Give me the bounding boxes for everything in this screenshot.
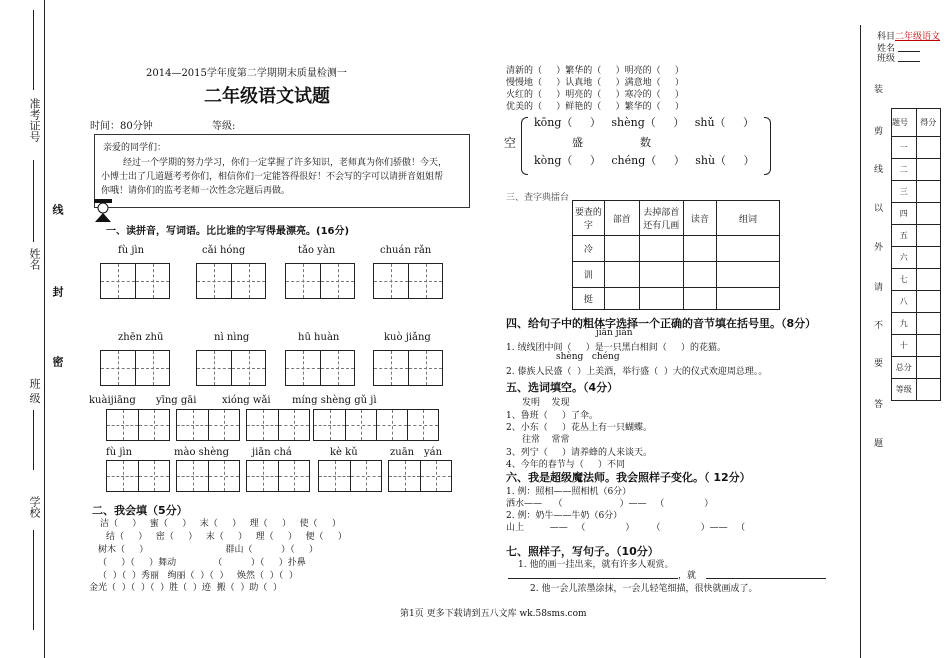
score-cell[interactable] (916, 313, 941, 335)
table-header: 读音 (683, 201, 716, 236)
writing-grid[interactable] (246, 460, 310, 492)
question: 2、小东（ ）花丛上有一只蝴蝶。 (506, 423, 653, 433)
answer-cell[interactable] (717, 236, 780, 262)
question: 3、列宁（ ）请养蜂的人来谈天。 (506, 448, 653, 458)
answer-cell[interactable] (639, 288, 683, 310)
fill-line: （ ）（ ）秀丽 绚丽（ ）（ ） 焕然（ ）（ ） (98, 571, 298, 581)
writing-grid[interactable] (285, 263, 355, 299)
time-label: 时间：80分钟 (90, 121, 153, 132)
answer-cell[interactable] (683, 288, 716, 310)
poly-top: kōng（ ） shèng（ ） shǔ（ ） (534, 116, 755, 129)
vertical-char: 以 (874, 204, 884, 214)
table-header: 去掉部首还有几画 (639, 201, 683, 236)
grade-label: 等级: (212, 121, 236, 132)
antonym-line: 火红的（ ）明亮的（ ）寒冷的（ ） (506, 90, 684, 100)
greeting-line: 亲爱的同学们： (103, 143, 167, 153)
admission-no-underline (33, 10, 34, 90)
score-row-label: 总分 (892, 357, 917, 379)
answer-cell[interactable] (639, 236, 683, 262)
fill-line: 结（ ） 密（ ） 末（ ） 理（ ） 便（ ） (106, 532, 347, 542)
word-pair: 往常 常常 (522, 435, 570, 445)
pinyin: tǎo yàn (298, 245, 336, 256)
greeting-line: 小博士出了几道题考考你们，相信你们一定能答得很好！不会写的字可以请拼音姐姐帮 (101, 172, 444, 182)
score-row-label: 二 (892, 159, 917, 181)
name-underline (33, 160, 34, 242)
pinyin: xióng wǎi (222, 395, 271, 406)
vertical-char: 要 (874, 359, 884, 369)
greeting-box (94, 134, 470, 208)
writing-grid[interactable] (285, 350, 355, 386)
vertical-char: 外 (874, 243, 884, 253)
dictionary-table (572, 200, 780, 310)
score-row-label: 八 (892, 291, 917, 313)
section1-title: 一、读拼音，写词语。比比谁的字写得最漂亮。(16分) (106, 226, 350, 237)
question: 1、鲁班（ ）了伞。 (506, 411, 599, 421)
name-label: 姓名 (28, 248, 41, 270)
answer-cell[interactable] (604, 262, 639, 288)
fill-line: 金光（ ）（ ）（ ）胜（ ）迹 搬（ ）助（ ） (89, 583, 283, 593)
score-header: 得分 (916, 109, 941, 137)
table-header: 部首 (604, 201, 639, 236)
score-cell[interactable] (916, 269, 941, 291)
score-row-label: 四 (892, 203, 917, 225)
poly-char: 数 (640, 136, 651, 149)
score-name-label: 姓名 (877, 44, 896, 54)
exam-name: 2014—2015学年度第二学期期末质量检测一 (146, 68, 347, 79)
score-cell[interactable] (916, 203, 941, 225)
writing-grid[interactable] (196, 263, 266, 299)
question: 1. 他的画一挂出来，就有许多人观赏。 (518, 560, 674, 570)
page-footer: 第1页 更多下载请到五八文库 wk.58sms.com (400, 609, 587, 619)
section4-title: 四、给句子中的粗体字选择一个正确的音节填在括号里。（8分） (506, 317, 817, 330)
fill-line: 树木（ ） 群山（ ）（ ） (98, 545, 318, 555)
score-row-label: 三 (892, 181, 917, 203)
antonym-line: 慢慢地（ ）认真地（ ）满意地（ ） (506, 78, 684, 88)
name-blank[interactable] (898, 51, 920, 52)
score-cell[interactable] (916, 247, 941, 269)
right-brace (764, 117, 771, 175)
score-header: 题号 (892, 109, 917, 137)
writing-grid[interactable] (100, 350, 170, 386)
poly-char: 盛 (572, 136, 583, 149)
question: 山上 —— （ ） （ ）—— （ (506, 523, 746, 533)
question: 洒水—— （ ）—— （ ） (506, 499, 714, 509)
fill-line: （ ）（ ）舞动 （ ）（ ）扑鼻 (98, 558, 306, 568)
vertical-char: 线 (874, 165, 884, 175)
writing-grid[interactable] (106, 409, 170, 441)
vertical-char: 剪 (874, 127, 884, 137)
question: 2. 傣族人民盛（ ）上美酒，举行盛（ ）大的仪式欢迎周总理。。 (506, 367, 768, 377)
pinyin: hū huàn (298, 332, 340, 343)
score-cell[interactable] (916, 181, 941, 203)
table-cell-char: 冷 (573, 236, 605, 262)
school-label: 学校 (28, 496, 41, 518)
writing-grid[interactable] (196, 350, 266, 386)
writing-grid[interactable] (106, 460, 170, 492)
question: 2. 他一会儿浓墨涂抹，一会儿轻笔细描，很快就画成了。 (530, 584, 758, 594)
pinyin: kè kǔ (330, 447, 358, 458)
score-row-label: 七 (892, 269, 917, 291)
writing-grid[interactable] (246, 409, 310, 441)
answer-cell[interactable] (683, 262, 716, 288)
doctor-icon (92, 196, 114, 222)
vertical-char: 请 (874, 283, 884, 293)
writing-grid[interactable] (318, 460, 382, 492)
score-cell[interactable] (916, 137, 941, 159)
score-row-label: 六 (892, 247, 917, 269)
table-cell-char: 训 (573, 262, 605, 288)
answer-cell[interactable] (604, 288, 639, 310)
subject-label: 科目 (877, 32, 896, 42)
score-table (891, 108, 941, 401)
table-cell-char: 挺 (573, 288, 605, 310)
score-row-label: 九 (892, 313, 917, 335)
pinyin: yán (424, 447, 443, 458)
mark-seal: 封 (51, 286, 64, 297)
table-header: 要查的字 (573, 201, 605, 236)
class-underline (33, 410, 34, 470)
section7-title: 七、照样子，写句子。（10分） (506, 545, 659, 558)
subject-value: 二年级语文 (895, 32, 941, 42)
page-title: 二年级语文试题 (204, 86, 330, 107)
question: 1. 绒线团中间（ ）是一只黑白相间（ ）的花猫。 (506, 343, 727, 353)
class-label: 班 级 (28, 378, 41, 404)
binding-line (44, 0, 45, 658)
section5-title: 五、选词填空。（4分） (506, 381, 619, 394)
score-class-label: 班级 (877, 54, 896, 64)
pinyin: yīng gāi (156, 395, 197, 406)
pinyin: jiān chá (252, 447, 292, 458)
pinyin: mào shèng (174, 447, 229, 458)
answer-cell[interactable] (639, 262, 683, 288)
mark-line: 线 (51, 204, 64, 215)
antonym-line: 清新的（ ）繁华的（ ）明亮的（ ） (506, 66, 684, 76)
left-brace (521, 117, 528, 175)
pinyin: cǎi hóng (202, 245, 246, 256)
pinyin-hint: shèng chéng (556, 352, 620, 362)
vertical-char: 装 (874, 85, 884, 95)
pinyin: fù jìn (118, 245, 145, 256)
score-strip-border (860, 25, 861, 658)
writing-grid[interactable] (388, 460, 452, 492)
writing-grid[interactable] (373, 263, 443, 299)
greeting-line: 你哦！请你们的监考老师一次性念完题后再做。 (101, 186, 291, 196)
table-header: 组词 (717, 201, 780, 236)
writing-grid[interactable] (100, 263, 170, 299)
pinyin: kuò jiǎng (384, 332, 431, 343)
pinyin: kuàijiāng (89, 395, 136, 406)
mark-secret: 密 (51, 356, 64, 367)
school-underline (33, 530, 34, 630)
vertical-char: 答 (874, 400, 884, 410)
writing-grid[interactable] (373, 350, 443, 386)
blank-connector: ，就 (678, 571, 697, 581)
writing-grid[interactable] (313, 409, 439, 441)
score-cell[interactable] (916, 291, 941, 313)
score-cell[interactable] (916, 357, 941, 379)
fill-line: 洁（ ） 蜜（ ） 末（ ） 理（ ） 使（ ） (100, 519, 341, 529)
writing-grid[interactable] (176, 409, 240, 441)
class-blank[interactable] (898, 61, 920, 62)
section6-title: 六、我是超级魔法师。我会照样子变化。（ 12分） (506, 471, 751, 484)
answer-line[interactable] (508, 578, 678, 579)
section2-title: 二、我会填（5分） (92, 504, 188, 517)
answer-line[interactable] (706, 578, 826, 579)
answer-cell[interactable] (604, 236, 639, 262)
vertical-char: 题 (874, 439, 884, 449)
answer-cell[interactable] (717, 288, 780, 310)
section3-title: 三、查字典擂台 (506, 193, 570, 203)
word-pair: 发明 发现 (522, 398, 570, 408)
pinyin: zuān (390, 447, 415, 458)
pinyin: nì nìng (214, 332, 250, 343)
example: 1. 例：照相——照相机（6分） (506, 487, 632, 497)
admission-no-label: 准考证号 (28, 98, 41, 142)
greeting-line: 经过一个学期的努力学习，你们一定掌握了许多知识，老师真为你们骄傲！今天， (123, 158, 448, 168)
pinyin-hint: jiān jiàn (596, 328, 633, 338)
score-row-label: 五 (892, 225, 917, 247)
pinyin: chuán rǎn (380, 245, 432, 256)
antonym-line: 优美的（ ）鲜艳的（ ）繁华的（ ） (506, 102, 684, 112)
vertical-char: 不 (874, 321, 884, 331)
score-cell[interactable] (916, 225, 941, 247)
score-row-label: 等级 (892, 379, 917, 401)
answer-cell[interactable] (717, 262, 780, 288)
score-row-label: 十 (892, 335, 917, 357)
poly-char: 空 (504, 136, 517, 150)
writing-grid[interactable] (176, 460, 240, 492)
pinyin: míng shèng gǔ jì (292, 395, 377, 406)
score-row-label: 一 (892, 137, 917, 159)
pinyin: fù jìn (106, 447, 133, 458)
score-cell[interactable] (916, 335, 941, 357)
question: 4、今年的春节与（ ）不同 (506, 460, 626, 470)
pinyin: zhēn zhū (118, 332, 164, 343)
example: 2. 例：奶牛——牛奶（6分） (506, 511, 623, 521)
score-cell[interactable] (916, 159, 941, 181)
answer-cell[interactable] (683, 236, 716, 262)
poly-bottom: kòng（ ） chéng（ ） shù（ ） (534, 154, 755, 167)
score-cell[interactable] (916, 379, 941, 401)
